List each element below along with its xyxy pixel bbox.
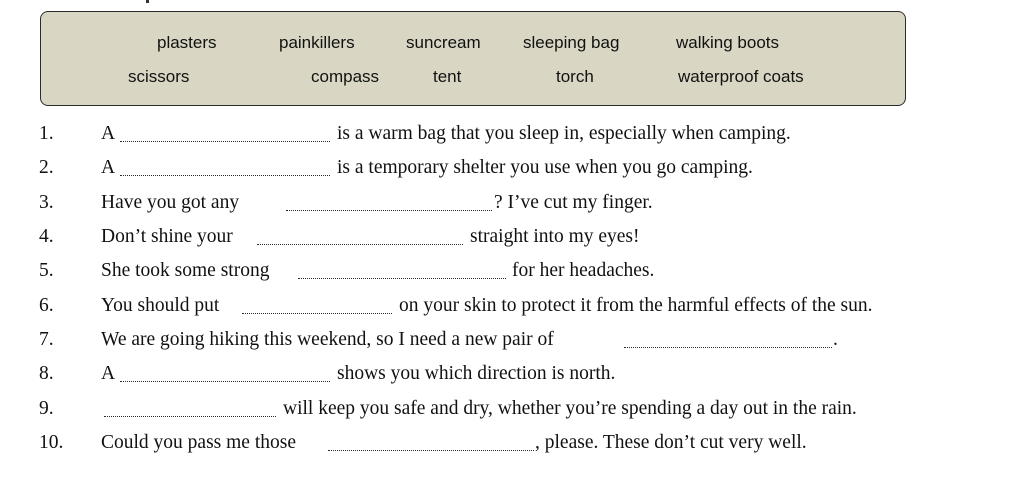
answer-blank[interactable] bbox=[120, 175, 330, 176]
question-3 bbox=[0, 188, 1024, 218]
question-text-after: is a temporary shelter you use when you go camping. bbox=[337, 157, 753, 178]
question-number: 6. bbox=[39, 295, 54, 316]
answer-blank[interactable] bbox=[104, 416, 276, 417]
word-bank-box bbox=[40, 11, 906, 106]
question-text-after: on your skin to protect it from the harmful effects of the sun. bbox=[399, 295, 873, 316]
word-bank-item: walking boots bbox=[676, 33, 780, 52]
question-text-before: You should put bbox=[101, 295, 220, 316]
word-bank-item: sleeping bag bbox=[523, 33, 620, 52]
question-number: 3. bbox=[39, 192, 54, 213]
question-4 bbox=[0, 222, 1024, 252]
answer-blank[interactable] bbox=[120, 141, 330, 142]
question-text-after: will keep you safe and dry, whether you’re spending a day out in the rain. bbox=[283, 398, 857, 419]
answer-blank[interactable] bbox=[286, 210, 492, 211]
question-text-after: is a warm bag that you sleep in, especially when camping. bbox=[337, 123, 791, 144]
question-9 bbox=[0, 394, 1024, 424]
question-number: 7. bbox=[39, 329, 54, 350]
question-8 bbox=[0, 359, 1024, 389]
question-text-after: for her headaches. bbox=[512, 260, 655, 281]
answer-blank[interactable] bbox=[242, 313, 392, 314]
question-number: 9. bbox=[39, 398, 54, 419]
question-number: 10. bbox=[39, 432, 64, 453]
answer-blank[interactable] bbox=[257, 244, 463, 245]
question-number: 5. bbox=[39, 260, 54, 281]
question-number: 8. bbox=[39, 363, 54, 384]
question-7 bbox=[0, 325, 1024, 355]
question-number: 4. bbox=[39, 226, 54, 247]
question-text-before: A bbox=[101, 157, 116, 178]
answer-blank[interactable] bbox=[624, 347, 832, 348]
question-10 bbox=[0, 428, 1024, 458]
word-bank-item: torch bbox=[556, 67, 594, 86]
answer-blank[interactable] bbox=[120, 381, 330, 382]
question-text-before: She took some strong bbox=[101, 260, 270, 281]
question-text-after: ? I’ve cut my finger. bbox=[494, 192, 653, 213]
answer-blank[interactable] bbox=[328, 450, 534, 451]
word-bank-item: suncream bbox=[406, 33, 481, 52]
question-text-before: We are going hiking this weekend, so I need a new pair of bbox=[101, 329, 554, 350]
cropped-heading-fragment bbox=[146, 0, 149, 3]
word-bank-item: painkillers bbox=[279, 33, 355, 52]
question-text-after: straight into my eyes! bbox=[470, 226, 640, 247]
word-bank-item: tent bbox=[433, 67, 462, 86]
question-text-before: Don’t shine your bbox=[101, 226, 233, 247]
word-bank-item: scissors bbox=[128, 67, 190, 86]
question-text-before: Have you got any bbox=[101, 192, 240, 213]
question-text-after: shows you which direction is north. bbox=[337, 363, 616, 384]
question-number: 2. bbox=[39, 157, 54, 178]
question-6 bbox=[0, 291, 1024, 321]
word-bank-item: waterproof coats bbox=[678, 67, 804, 86]
question-text-before: A bbox=[101, 123, 116, 144]
question-text-before: A bbox=[101, 363, 116, 384]
word-bank-item: plasters bbox=[157, 33, 217, 52]
question-5 bbox=[0, 256, 1024, 286]
question-text-after: . bbox=[833, 329, 838, 350]
question-text-before: Could you pass me those bbox=[101, 432, 296, 453]
answer-blank[interactable] bbox=[298, 278, 506, 279]
question-text-after: , please. These don’t cut very well. bbox=[535, 432, 807, 453]
question-2 bbox=[0, 153, 1024, 183]
word-bank-item: compass bbox=[311, 67, 380, 86]
question-number: 1. bbox=[39, 123, 54, 144]
question-1 bbox=[0, 119, 1024, 149]
